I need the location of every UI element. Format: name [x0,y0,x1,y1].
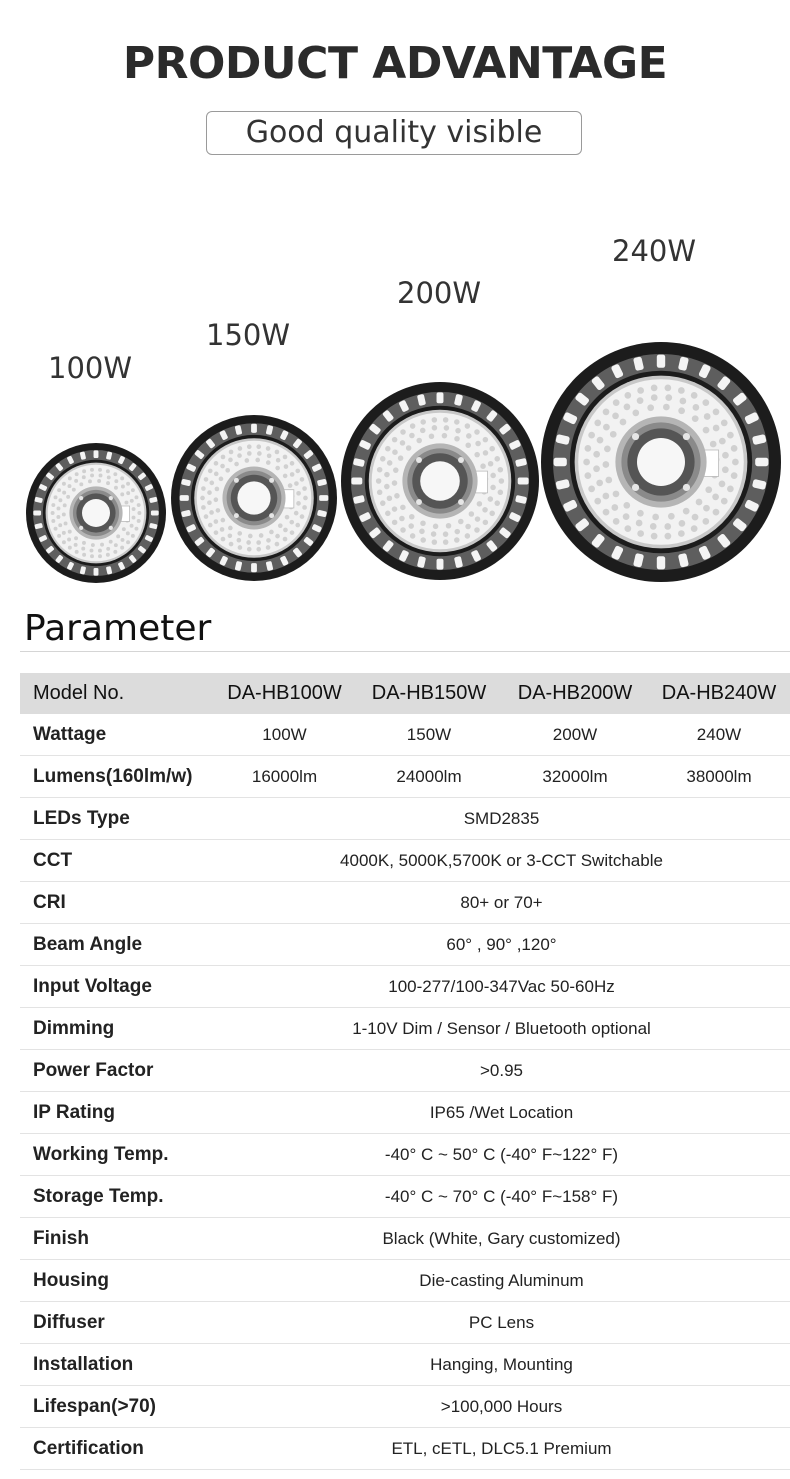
row-label: IP Rating [20,1092,213,1134]
watt-label-100w: 100W [48,351,133,385]
row-label: Housing [20,1260,213,1302]
row-label: Installation [20,1344,213,1386]
row-label: Power Factor [20,1050,213,1092]
parameter-divider [20,651,790,652]
row-label: Working Temp. [20,1134,213,1176]
row-label: Input Voltage [20,966,213,1008]
model-cell: DA-HB200W [502,673,648,714]
table-row [20,966,790,1008]
row-value: ETL, cETL, DLC5.1 Premium [213,1428,790,1470]
table-row [20,798,790,840]
table-row [20,1428,790,1470]
table-row [20,1008,790,1050]
row-label: Dimming [20,1008,213,1050]
model-cell: DA-HB100W [213,673,356,714]
table-row-lumens [20,756,790,798]
row-value: -40° C ~ 70° C (-40° F~158° F) [213,1176,790,1218]
row-value: Black (White, Gary customized) [213,1218,790,1260]
row-label: Certification [20,1428,213,1470]
row-label: Diffuser [20,1302,213,1344]
table-row-wattage [20,714,790,756]
row-value: 60° , 90° ,120° [213,924,790,966]
row-value: 200W [502,714,648,756]
row-value: 24000lm [356,756,502,798]
row-value: Hanging, Mounting [213,1344,790,1386]
row-label: LEDs Type [20,798,213,840]
table-row [20,1092,790,1134]
model-cell: DA-HB240W [648,673,790,714]
table-row [20,1176,790,1218]
table-row [20,1218,790,1260]
row-value: 240W [648,714,790,756]
lamp-150w-image [170,414,338,582]
row-value: 16000lm [213,756,356,798]
row-label: Storage Temp. [20,1176,213,1218]
row-label: Finish [20,1218,213,1260]
row-value: 4000K, 5000K,5700K or 3-CCT Switchable [213,840,790,882]
table-row [20,1302,790,1344]
lamp-200w-image [340,381,540,581]
row-label: CCT [20,840,213,882]
table-row [20,882,790,924]
row-value: 100W [213,714,356,756]
table-row [20,1344,790,1386]
row-label: CRI [20,882,213,924]
table-header-row [20,673,790,714]
table-row [20,840,790,882]
row-value: IP65 /Wet Location [213,1092,790,1134]
table-row [20,924,790,966]
row-value: 38000lm [648,756,790,798]
table-row [20,1050,790,1092]
row-value: 150W [356,714,502,756]
parameter-title: Parameter [24,608,212,649]
row-value: -40° C ~ 50° C (-40° F~122° F) [213,1134,790,1176]
row-value: 1-10V Dim / Sensor / Bluetooth optional [213,1008,790,1050]
table-row [20,1386,790,1428]
watt-label-150w: 150W [206,318,291,352]
row-value: >100,000 Hours [213,1386,790,1428]
row-value: >0.95 [213,1050,790,1092]
page-headline: PRODUCT ADVANTAGE [122,38,668,89]
parameter-table [20,673,790,1470]
subtitle-box: Good quality visible [206,111,582,155]
watt-label-200w: 200W [397,276,482,310]
lamp-100w-image [25,442,167,584]
row-label: Beam Angle [20,924,213,966]
lamp-240w-image [540,341,782,583]
row-value: SMD2835 [213,798,790,840]
row-label: Wattage [20,714,213,756]
table-row [20,1134,790,1176]
row-value: 80+ or 70+ [213,882,790,924]
row-value: 100-277/100-347Vac 50-60Hz [213,966,790,1008]
watt-label-240w: 240W [612,234,697,268]
row-label: Lumens(160lm/w) [20,756,213,798]
model-cell: DA-HB150W [356,673,502,714]
table-row [20,1260,790,1302]
model-no-label: Model No. [20,673,213,714]
row-value: PC Lens [213,1302,790,1344]
row-value: 32000lm [502,756,648,798]
row-label: Lifespan(>70) [20,1386,213,1428]
row-value: Die-casting Aluminum [213,1260,790,1302]
